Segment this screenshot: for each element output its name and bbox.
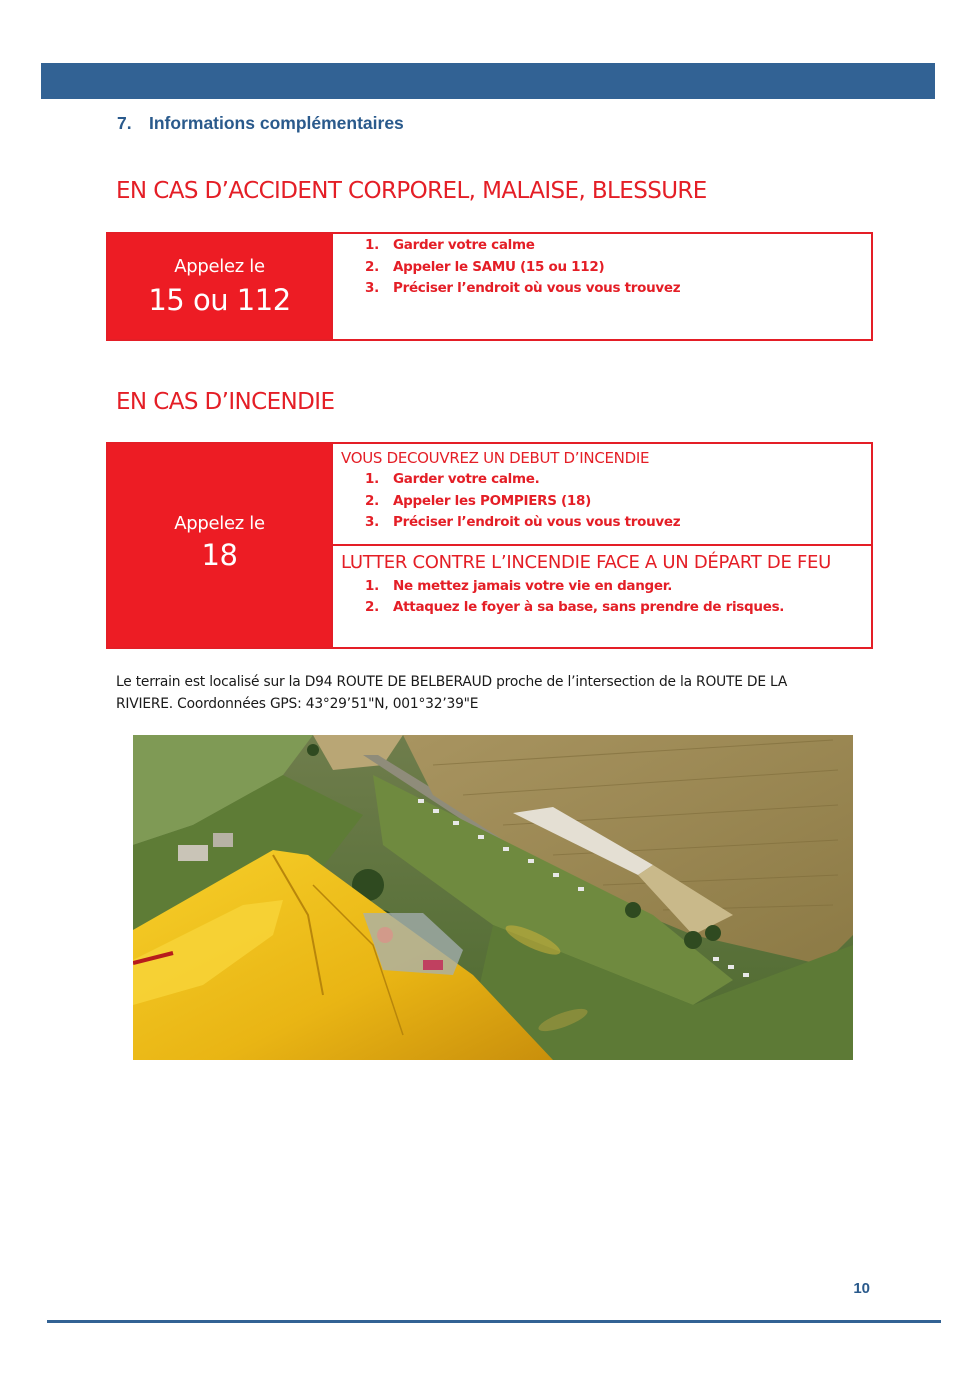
aerial-photo	[133, 735, 853, 1060]
footer-line	[47, 1320, 941, 1323]
accident-steps-panel	[331, 234, 871, 339]
fire-discover-steps	[333, 469, 871, 534]
accident-call-label: Appelez le	[174, 256, 265, 277]
accident-box	[106, 232, 873, 341]
fire-discover-title: VOUS DECOUVREZ UN DEBUT D’INCENDIE	[341, 449, 650, 467]
accident-heading: EN CAS D’ACCIDENT CORPOREL, MALAISE, BLESSURE	[116, 178, 707, 204]
header-band	[41, 63, 935, 99]
fire-heading: EN CAS D’INCENDIE	[116, 389, 335, 415]
list-item: 3. Préciser l’endroit où vous vous trouvez	[365, 514, 681, 530]
accident-call-number: 15 ou 112	[148, 283, 291, 317]
accident-steps-list	[333, 235, 871, 300]
accident-call-panel	[108, 234, 331, 339]
list-item: 1. Ne mettez jamais votre vie en danger.	[365, 577, 673, 594]
list-item: 2. Attaquez le foyer à sa base, sans prendre de risques.	[365, 599, 785, 615]
list-item: 3. Préciser l’endroit où vous vous trouvez	[365, 280, 681, 296]
list-item: 1. Garder votre calme.	[365, 471, 540, 487]
page-number: 10	[853, 1280, 870, 1297]
section-number: 7.	[117, 113, 132, 133]
fire-steps-panel	[331, 444, 871, 647]
fire-divider	[333, 544, 871, 546]
fire-fight-steps	[333, 576, 871, 619]
list-item: 1. Garder votre calme	[365, 237, 535, 253]
fire-call-label: Appelez le	[174, 513, 265, 534]
fire-call-panel	[108, 444, 331, 647]
location-paragraph: Le terrain est localisé sur la D94 ROUTE DE BELBERAUD proche de l’intersection de la ROUTE DE LA RIVIERE. Coordonnées GPS: 43°29’51"N, 001°32’39"E	[116, 674, 788, 712]
fire-call-number: 18	[201, 538, 238, 572]
fire-fight-title: LUTTER CONTRE L’INCENDIE FACE A UN DÉPART DE FEU	[341, 551, 831, 573]
section-title	[117, 113, 404, 134]
list-item: 2. Appeler les POMPIERS (18)	[365, 492, 591, 509]
section-title-text: Informations complémentaires	[149, 113, 404, 133]
fire-box	[106, 442, 873, 649]
list-item: 2. Appeler le SAMU (15 ou 112)	[365, 258, 605, 275]
